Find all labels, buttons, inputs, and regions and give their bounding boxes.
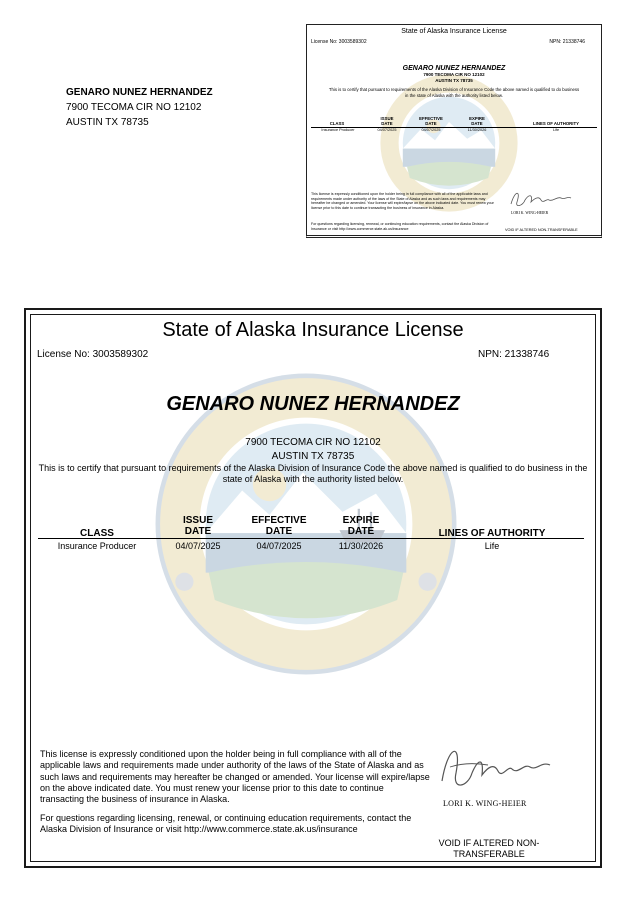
mini-cell-effective: 04/07/2025 xyxy=(421,128,441,132)
mini-col-expire-bottom: DATE xyxy=(471,121,483,126)
col-issue-bottom: DATE xyxy=(184,526,212,537)
col-effective-bottom: DATE xyxy=(265,526,293,537)
mini-npn: NPN: 21338746 xyxy=(549,39,585,45)
cell-effective-date: 04/07/2025 xyxy=(256,541,302,551)
mailing-address xyxy=(66,85,213,130)
mini-col-issue xyxy=(369,116,405,126)
license-number: License No: 3003589302 xyxy=(37,349,149,360)
col-expire-bottom: DATE xyxy=(347,526,375,537)
conditions-text: This license is expressly conditioned upon the holder being in full compliance with all of the applicable laws and requirements made under authority of the laws of the State of Alaska and as such laws and requirements may hereafter be changed or amended. Your license will expire/lapse on the above indicated date. You must renew your license prior to this date to continue transacting the business of insurance in Alaska. xyxy=(40,749,430,805)
cell-expire-date: 11/30/2026 xyxy=(338,541,384,551)
col-issue-header xyxy=(166,515,230,537)
mini-questions-text: For questions regarding licensing, renewal, or continuing education requirements, contact the Alaska Division of Insurance or visit http://www.commerce.state.ak.us/insurance xyxy=(311,222,489,231)
table-header-rule xyxy=(38,538,584,539)
holder-name: GENARO NUNEZ HERNANDEZ xyxy=(166,393,460,415)
mini-license-number: License No: 3003589302 xyxy=(311,39,367,45)
mini-col-effective xyxy=(411,116,451,126)
mini-col-expire xyxy=(459,116,495,126)
mini-col-class: CLASS xyxy=(329,121,345,126)
certificate-title: State of Alaska Insurance License xyxy=(162,319,464,341)
void-notice-line1: VOID IF ALTERED NON- xyxy=(438,838,540,848)
mini-title: State of Alaska Insurance License xyxy=(401,28,507,35)
void-notice xyxy=(431,838,547,860)
cell-issue-date: 04/07/2025 xyxy=(175,541,221,551)
mini-certify-line1: This is to certify that pursuant to requirements of the Alaska Division of Insurance Code the above named is qualified to do business xyxy=(328,87,580,92)
mailing-name: GENARO NUNEZ HERNANDEZ xyxy=(66,87,213,98)
mailing-address-line1: 7900 TECOMA CIR NO 12102 xyxy=(66,102,202,113)
col-effective-header xyxy=(242,515,316,537)
commissioner-signature xyxy=(432,737,562,797)
mini-cell-class: Insurance Producer xyxy=(321,128,355,132)
void-notice-line2: TRANSFERABLE xyxy=(453,849,525,859)
mailing-address-line2: AUSTIN TX 78735 xyxy=(66,117,149,128)
mini-col-issue-bottom: DATE xyxy=(381,121,393,126)
col-lines-header: LINES OF AUTHORITY xyxy=(438,528,546,539)
mini-void-notice: VOID IF ALTERED NON-TRANSFERABLE xyxy=(505,228,578,232)
mini-col-expire-top: EXPIRE xyxy=(469,116,485,121)
mini-cell-issue: 04/07/2025 xyxy=(377,128,397,132)
col-issue-top: ISSUE xyxy=(182,515,213,526)
cell-class: Insurance Producer xyxy=(57,541,137,551)
certify-text: This is to certify that pursuant to requirements of the Alaska Division of Insurance Code the above named is qualified to do business in the state of Alaska with the authority listed below. xyxy=(38,463,588,484)
mini-holder-name: GENARO NUNEZ HERNANDEZ xyxy=(402,65,506,72)
mini-address-line2: AUSTIN TX 78735 xyxy=(435,78,473,83)
col-expire-header xyxy=(330,515,392,537)
cell-lines-of-authority: Life xyxy=(484,541,500,551)
mini-cell-expire: 11/30/2026 xyxy=(467,128,487,132)
col-class-header: CLASS xyxy=(80,528,114,539)
holder-address-line1: 7900 TECOMA CIR NO 12102 xyxy=(245,437,381,448)
mini-conditions-text: This license is expressly conditioned upon the holder being in full compliance with all of the applicable laws and requirements made under authority of the laws of the State of Alaska and as such laws and requirements may hereafter be changed or amended. Your license will expire/lapse on the above indicated date. You must renew your license prior to this date to continue transacting the business of insurance in Alaska. xyxy=(311,192,494,210)
mini-col-issue-top: ISSUE xyxy=(380,116,394,121)
mini-signature xyxy=(505,188,575,210)
mini-certify-text xyxy=(307,87,601,98)
mini-col-effective-bottom: DATE xyxy=(425,121,437,126)
wallet-license-card xyxy=(306,24,602,238)
mini-address-line1: 7900 TECOMA CIR NO 12102 xyxy=(423,72,485,77)
npn-number: NPN: 21338746 xyxy=(478,349,550,360)
mini-col-lines: LINES OF AUTHORITY xyxy=(533,121,579,126)
col-expire-top: EXPIRE xyxy=(342,515,380,526)
mini-signer-name: LORI K. WING-HEIER xyxy=(511,211,549,215)
col-effective-top: EFFECTIVE xyxy=(251,515,307,526)
mini-certify-line2: in the state of Alaska with the authority listed below. xyxy=(405,92,503,98)
signer-name: LORI K. WING-HEIER xyxy=(443,799,527,808)
mini-col-effective-top: EFFECTIVE xyxy=(419,116,443,121)
holder-address-line2: AUSTIN TX 78735 xyxy=(271,451,355,462)
questions-text: For questions regarding licensing, renewal, or continuing education requirements, contact the Alaska Division of Insurance or visit http://www.commerce.state.ak.us/insurance xyxy=(40,813,412,835)
mini-cell-lines: Life xyxy=(552,128,560,132)
